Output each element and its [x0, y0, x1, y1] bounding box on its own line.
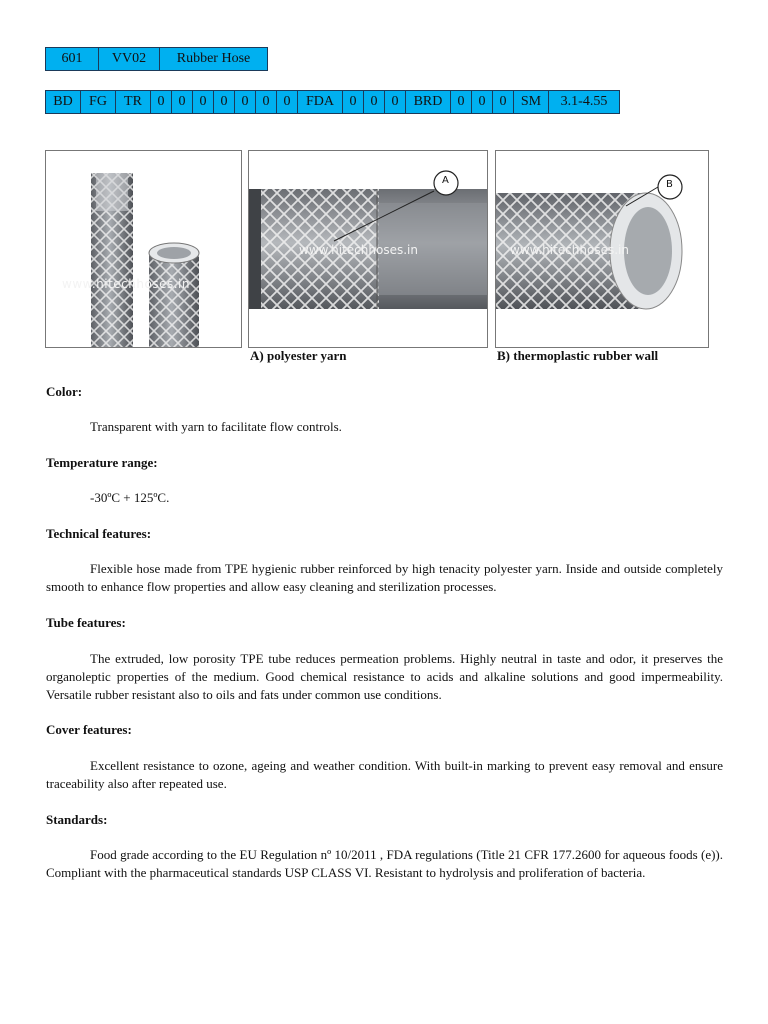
callout-a: A [442, 175, 449, 186]
code-cell: 0 [472, 91, 493, 114]
code-cell: 0 [235, 91, 256, 114]
product-code-table [45, 47, 268, 71]
watermark: www.hitechhoses.in [510, 243, 629, 257]
code-cell: BD [46, 91, 81, 114]
code-cell: 0 [385, 91, 406, 114]
code-cell: 0 [451, 91, 472, 114]
code-cell: 0 [493, 91, 514, 114]
watermark: www.hitechhoses.in [299, 243, 418, 257]
code-cell: 0 [364, 91, 385, 114]
code-cell: Rubber Hose [160, 48, 268, 71]
code-cell: 0 [256, 91, 277, 114]
temperature-heading: Temperature range: [46, 455, 158, 470]
code-cell: 0 [277, 91, 298, 114]
technical-text: Flexible hose made from TPE hygienic rubber reinforced by high tenacity polyester yarn. Inside and outside completely smooth to enhance flow properties and allow easy cleaning and sterilization processes. [46, 561, 723, 594]
watermark: www.hitechhoses.in [62, 277, 190, 291]
color-text: Transparent with yarn to facilitate flow controls. [90, 419, 342, 434]
hose-photo-icon [46, 151, 241, 347]
code-cell: 0 [193, 91, 214, 114]
spec-code-table [45, 90, 620, 114]
color-heading: Color: [46, 384, 83, 399]
caption-b: B) thermoplastic rubber wall [497, 348, 659, 363]
code-cell: TR [116, 91, 151, 114]
cover-text: Excellent resistance to ozone, ageing and weather condition. With built-in marking to prevent easy removal and ensure traceability also after repeated use. [46, 758, 723, 791]
callout-b: B [666, 179, 673, 190]
code-cell: SM [514, 91, 549, 114]
code-cell: BRD [406, 91, 451, 114]
tube-heading: Tube features: [46, 615, 126, 630]
code-cell: 0 [151, 91, 172, 114]
code-cell: 601 [46, 48, 99, 71]
code-cell: 0 [214, 91, 235, 114]
tube-text: The extruded, low porosity TPE tube reduces permeation problems. Highly neutral in taste and odor, it preserves the organoleptic properties of the medium. Good chemical resistance to acids and alkaline solutions and good impermeability. Versatile rubber resistant also to oils and fats under common use conditions. [46, 651, 723, 702]
technical-heading: Technical features: [46, 526, 152, 541]
caption-a: A) polyester yarn [250, 348, 347, 363]
hose-section-photo [495, 150, 709, 348]
code-cell: FDA [298, 91, 343, 114]
standards-heading: Standards: [46, 812, 108, 827]
code-cell: 0 [172, 91, 193, 114]
cover-heading: Cover features: [46, 722, 132, 737]
standards-text: Food grade according to the EU Regulation nº 10/2011 , FDA regulations (Title 21 CFR 177.2600 for aqueous foods (e)). Compliant with the pharmaceutical standards USP CLASS VI. Resistant to hydrolysis and proliferation of bacteria. [46, 847, 723, 880]
code-cell: VV02 [99, 48, 160, 71]
code-cell: FG [81, 91, 116, 114]
code-cell: 0 [343, 91, 364, 114]
hose-reinforcement-photo [248, 150, 488, 348]
hose-photo [45, 150, 242, 348]
code-cell: 3.1-4.55 [549, 91, 620, 114]
temperature-text: -30ºC + 125ºC. [90, 490, 170, 505]
